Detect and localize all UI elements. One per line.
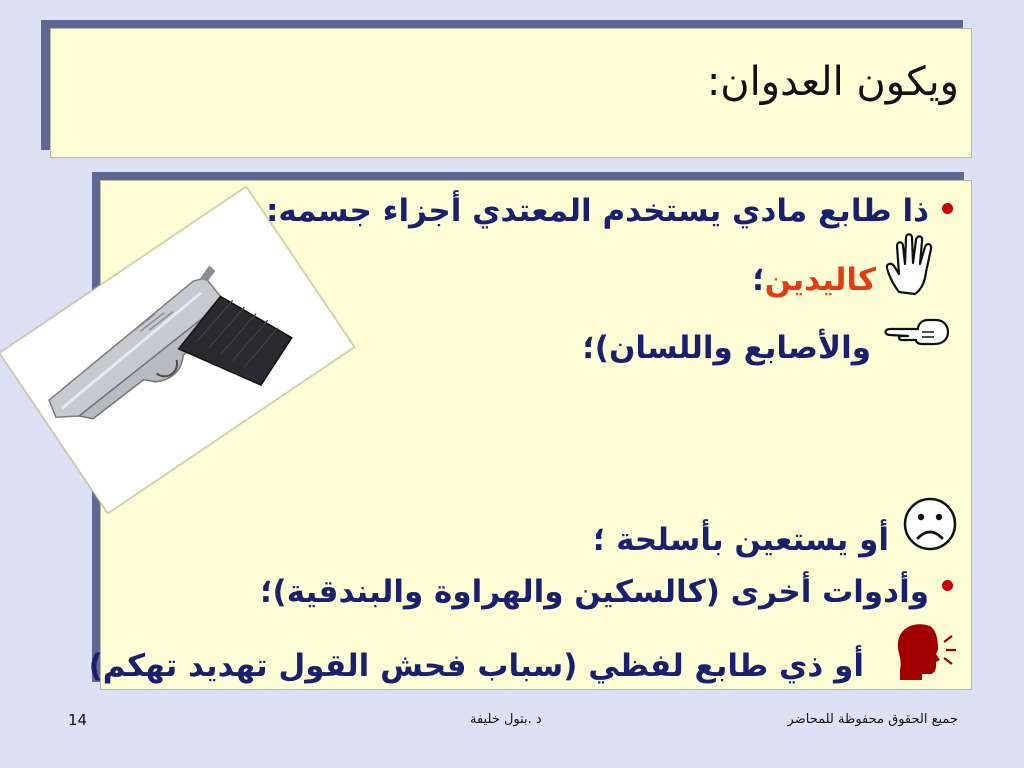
text-line-6: أو ذي طابع لفظي (سباب فحش القول تهديد تهكم): [88, 648, 864, 684]
author-name: د .بتول خليفة: [470, 712, 542, 727]
text-line-2: [752, 262, 876, 298]
text-line-3: والأصابع واللسان)؛: [582, 330, 871, 366]
speaking-head-icon: [892, 620, 958, 682]
slide-title: ويكون العدوان:: [706, 59, 959, 105]
bullet-2: [942, 580, 953, 591]
semicolon: ؛: [752, 262, 765, 298]
title-panel: [50, 28, 972, 158]
highlight-text: كاليدين: [764, 262, 876, 298]
text-line-1: ذا طابع مادي يستخدم المعتدي أجزاء جسمه:: [265, 193, 929, 229]
bullet-1: [942, 203, 953, 214]
text-line-5: وأدوات أخرى (كالسكين والهراوة والبندقية)؛: [260, 574, 929, 610]
raised-hand-icon: [885, 232, 941, 296]
frown-face-icon: [902, 496, 958, 552]
text-line-4: أو يستعين بأسلحة ؛: [592, 522, 889, 558]
pointing-hand-icon: [882, 310, 952, 350]
copyright-notice: جميع الحقوق محفوظة للمحاضر: [787, 712, 958, 727]
page-number: 14: [68, 711, 88, 729]
